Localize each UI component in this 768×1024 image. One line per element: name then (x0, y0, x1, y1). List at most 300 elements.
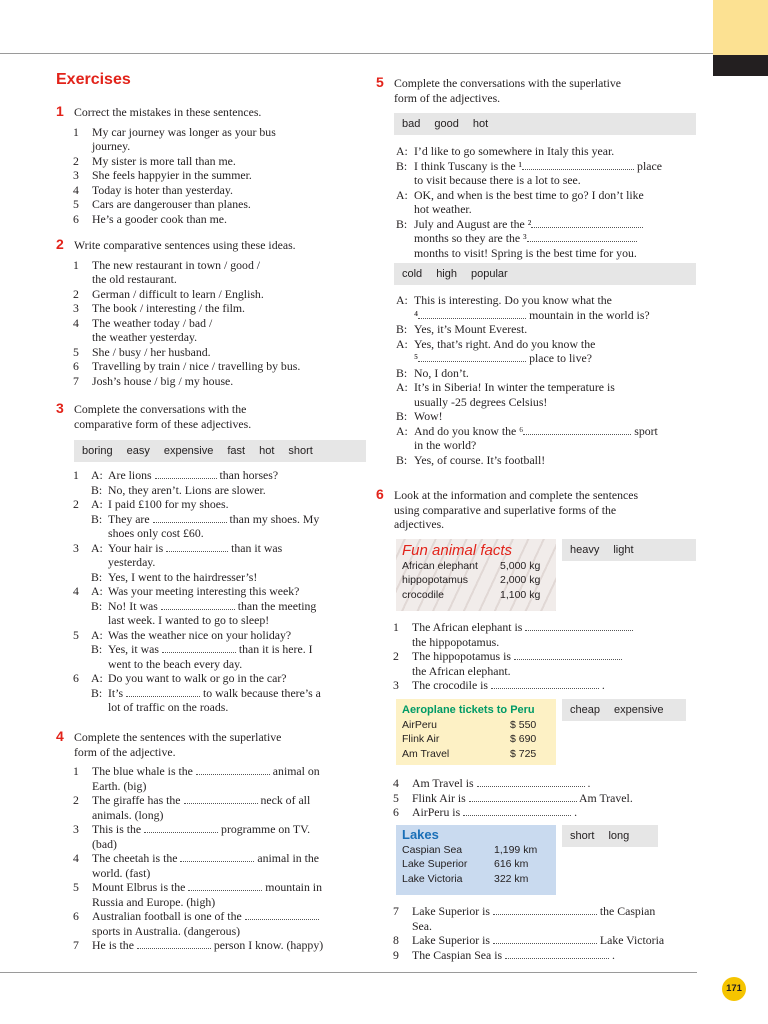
word-box (74, 440, 366, 462)
item-number: 4 (73, 584, 79, 598)
table-cell: Am Travel (402, 747, 450, 760)
item-text: neck of all (257, 793, 311, 807)
item-text: . (584, 776, 591, 790)
item-text: OK, and when is the best time to go? I don’t like (414, 187, 644, 202)
answer-blank (184, 794, 258, 804)
dialogue-line (56, 541, 366, 570)
answer-blank (418, 352, 526, 362)
item-text: I think Tuscany is the ¹ (414, 158, 523, 173)
speaker-label: A: (396, 293, 408, 307)
list-item (56, 125, 366, 154)
item-text: Am Travel. (576, 790, 633, 805)
answer-blank (196, 765, 270, 775)
item-number: 5 (73, 197, 79, 211)
plane-tickets-box (396, 699, 556, 765)
table-row (402, 747, 536, 762)
item-text: place (634, 158, 662, 173)
item-number: 6 (73, 909, 79, 923)
item-text: Lake Superior is (412, 904, 493, 918)
item-text: person I know. (happy) (210, 938, 324, 952)
item-text: animal on (269, 764, 320, 778)
item-number: 5 (73, 880, 79, 894)
list-item (56, 287, 366, 302)
answer-blank (155, 469, 217, 479)
list-item (56, 938, 366, 953)
list-item (376, 649, 696, 678)
word: boring (82, 445, 113, 457)
dialogue-line (396, 293, 696, 322)
word: cold (402, 268, 423, 280)
dialogue-line (56, 584, 366, 599)
item-text: And do you know the ⁶ (414, 423, 524, 438)
item-text: The blue whale is the (92, 764, 196, 778)
item-number: 9 (393, 947, 399, 962)
item-text: They are (108, 511, 150, 526)
item-text: No, I don’t. (414, 365, 469, 380)
word-box (562, 699, 686, 721)
item-text: mountain in (262, 880, 322, 894)
list-item (56, 183, 366, 198)
item-text: The giraffe has the (92, 793, 184, 807)
speaker-label: B: (396, 365, 408, 380)
item-text: No, they aren’t. Lions are slower. (108, 482, 266, 497)
answer-blank (126, 687, 200, 697)
dialogue-line (396, 366, 696, 381)
speaker-label: B: (396, 322, 408, 336)
speaker-label: A: (396, 423, 408, 438)
dialogue-line (56, 497, 366, 512)
list-item (56, 197, 366, 212)
item-number: 7 (73, 373, 79, 388)
item-text: Cars are dangerouser than planes. (92, 197, 251, 211)
exercise-number: 4 (56, 728, 64, 744)
dialogue-line (396, 424, 696, 453)
speaker-label: B: (396, 452, 408, 467)
dialogue-line (56, 628, 366, 643)
speaker-label: B: (91, 642, 103, 656)
item-number: 3 (73, 301, 79, 315)
item-text: months to visit! Spring is the best time for you. (414, 245, 637, 260)
speaker-label: A: (91, 584, 103, 598)
answer-blank (166, 542, 228, 552)
dialogue-line (396, 188, 696, 217)
item-text: The crocodile is (412, 678, 491, 692)
dialogue-line (56, 570, 366, 585)
exercise-instruction: form of the adjective. (74, 744, 176, 759)
table-cell: 322 km (494, 872, 529, 885)
corner-tab (713, 0, 768, 55)
item-text: Was the weather nice on your holiday? (108, 627, 292, 642)
item-text: This is interesting. Do you know what the (414, 293, 612, 307)
table-row (402, 718, 536, 733)
item-text: I’d like to go somewhere in Italy this year. (414, 144, 615, 158)
dialogue-line (56, 686, 366, 715)
list-item (56, 168, 366, 183)
list-item (56, 359, 366, 374)
list-item (376, 805, 696, 820)
item-text: last week. I wanted to go to sleep! (108, 613, 270, 627)
item-text: German / difficult to learn / English. (92, 286, 264, 301)
item-number: 5 (393, 790, 399, 805)
table-cell: 1,100 kg (500, 588, 541, 601)
item-text: usually -25 degrees Celsius! (414, 394, 548, 409)
word: short (570, 830, 595, 842)
item-number: 4 (73, 851, 79, 865)
item-text: Mount Elbrus is the (92, 880, 189, 894)
speaker-label: A: (396, 336, 408, 351)
exercise-instruction: using comparative and superlative forms of the (394, 502, 617, 517)
item-text: Flink Air is (412, 790, 469, 805)
exercise-6 (376, 488, 696, 532)
item-text: Do you want to walk or go in the car? (108, 671, 287, 685)
exercise-instruction: adjectives. (394, 517, 445, 531)
table-cell: Lake Victoria (402, 872, 463, 885)
exercise-items (376, 904, 696, 962)
answer-blank (477, 777, 585, 787)
item-text: Earth. (big) (92, 778, 147, 793)
item-number: 1 (393, 620, 399, 634)
word: hot (472, 118, 489, 130)
answer-blank (180, 852, 254, 862)
list-item (56, 851, 366, 880)
animal-facts-table (402, 559, 540, 603)
item-text: The Caspian Sea is (412, 947, 506, 962)
item-text: It’s (108, 685, 124, 700)
dialogue-line (396, 322, 696, 337)
exercise-items (376, 620, 696, 693)
item-text: shoes only cost £60. (108, 526, 204, 540)
speaker-label: A: (91, 468, 103, 482)
table-row (402, 559, 540, 574)
word: good (434, 118, 459, 130)
item-number: 6 (73, 211, 79, 226)
item-text: than it was (228, 540, 283, 555)
item-text: Russia and Europe. (high) (92, 894, 216, 909)
list-item (56, 301, 366, 316)
word: popular (470, 268, 508, 280)
item-text: journey. (92, 139, 131, 153)
list-item (376, 620, 696, 649)
item-text: ⁵ (414, 351, 419, 365)
item-number: 4 (393, 776, 399, 790)
plane-tickets-table (402, 718, 536, 762)
item-number: 3 (73, 822, 79, 836)
item-text: My car journey was longer as your bus (92, 124, 276, 139)
item-text: lot of traffic on the roads. (108, 700, 229, 714)
word: easy (126, 445, 150, 457)
word: fast (227, 445, 246, 457)
item-text: . (609, 947, 615, 962)
table-cell: 5,000 kg (500, 559, 541, 572)
speaker-label: A: (91, 671, 103, 685)
speaker-label: A: (396, 380, 408, 394)
table-cell: 1,199 km (494, 843, 538, 856)
answer-blank (527, 232, 637, 242)
item-number: 6 (393, 805, 399, 819)
item-text: (bad) (92, 836, 117, 851)
item-text: the hippopotamus. (412, 634, 500, 649)
item-text: Lake Victoria (596, 933, 665, 947)
list-item (56, 345, 366, 360)
speaker-label: B: (396, 216, 408, 231)
speaker-label: A: (91, 540, 103, 555)
item-text: hot weather. (414, 202, 472, 216)
speaker-label: A: (396, 187, 408, 202)
list-item (376, 948, 696, 963)
word: expensive (613, 704, 664, 716)
lakes-table (402, 843, 537, 887)
item-text: the African elephant. (412, 663, 511, 678)
item-text: months so they are the ³ (414, 231, 527, 245)
list-item (56, 154, 366, 169)
exercise-number: 1 (56, 103, 64, 119)
item-text: than it is here. I (235, 642, 313, 656)
item-text: world. (fast) (92, 865, 151, 880)
footer-rule (0, 972, 697, 973)
dialogue-line (56, 642, 366, 671)
answer-blank (469, 792, 577, 802)
item-text: animal in the (254, 851, 319, 865)
item-text: the Caspian (596, 904, 656, 918)
item-text: than the meeting (234, 598, 317, 613)
exercise-instruction: Write comparative sentences using these ideas. (74, 238, 296, 252)
list-item (376, 776, 696, 791)
exercise-2 (56, 238, 366, 388)
table-cell: $ 550 (510, 718, 537, 731)
item-text: No! It was (108, 598, 158, 613)
item-text: He’s a gooder cook than me. (92, 211, 227, 226)
item-text: My sister is more tall than me. (92, 153, 236, 168)
item-text: Yes, that’s right. And do you know the (414, 336, 596, 351)
dialogue-line (56, 512, 366, 541)
page-number: 171 (722, 977, 746, 1001)
item-number: 4 (73, 182, 79, 197)
table-cell: $ 690 (510, 733, 537, 745)
answer-blank (188, 881, 262, 891)
word: long (608, 830, 630, 842)
dialogue-line (396, 217, 696, 261)
table-row (402, 588, 540, 603)
item-text: the weather yesterday. (92, 330, 198, 344)
item-number: 7 (393, 904, 399, 918)
speaker-label: B: (91, 598, 103, 613)
item-number: 2 (73, 793, 79, 807)
dialogue-line (56, 468, 366, 483)
item-text: She feels happyier in the summer. (92, 168, 252, 182)
exercise-number: 3 (56, 400, 64, 416)
item-text: The hippopotamus is (412, 649, 514, 663)
word-box (394, 113, 696, 135)
answer-blank (525, 621, 633, 631)
item-number: 2 (73, 153, 79, 168)
item-number: 5 (73, 627, 79, 642)
answer-blank (493, 905, 597, 915)
exercise-number: 2 (56, 236, 64, 252)
item-text: I paid £100 for my shoes. (108, 497, 229, 511)
item-number: 1 (73, 124, 79, 139)
speaker-label: B: (91, 685, 103, 700)
table-cell: Caspian Sea (402, 843, 463, 856)
dialogue-line (396, 409, 696, 424)
item-text: Your hair is (108, 540, 164, 555)
speaker-label: B: (91, 482, 103, 497)
list-item (56, 880, 366, 909)
exercise-instruction: Look at the information and complete the sentences (394, 488, 639, 502)
exercise-instruction: comparative form of these adjectives. (74, 416, 252, 431)
item-text: . (571, 805, 578, 819)
table-cell: African elephant (402, 559, 478, 572)
table-row (402, 857, 537, 872)
item-text: Are lions (108, 468, 152, 482)
dialogue-line (396, 144, 696, 159)
exercise-instruction: Complete the conversations with the superlative (394, 76, 622, 90)
answer-blank (153, 513, 227, 523)
exercise-instruction: form of the adjectives. (394, 90, 501, 105)
item-text: mountain in the world is? (526, 307, 650, 322)
item-text: This is the (92, 822, 145, 836)
item-text: Australian football is one of the (92, 909, 245, 923)
table-cell: 2,000 kg (500, 574, 541, 586)
item-number: 1 (73, 468, 79, 482)
dialogue-line (396, 337, 696, 366)
conversation (376, 144, 696, 260)
word: hot (259, 445, 275, 457)
word: expensive (163, 445, 214, 457)
list-item (56, 374, 366, 389)
item-text: Was your meeting interesting this week? (108, 584, 300, 598)
item-number: 3 (73, 540, 79, 555)
item-text: sports in Australia. (dangerous) (92, 923, 241, 938)
list-item (376, 678, 696, 693)
answer-blank (523, 425, 631, 435)
exercise-1 (56, 105, 366, 226)
item-text: He is the (92, 938, 137, 952)
item-number: 3 (393, 678, 399, 692)
answer-blank (531, 218, 643, 228)
list-item (56, 258, 366, 287)
item-text: Yes, of course. It’s football! (414, 452, 546, 467)
item-number: 2 (73, 286, 79, 301)
dialogue-line (56, 483, 366, 498)
item-text: to visit because there is a lot to see. (414, 173, 581, 187)
speaker-label: A: (396, 144, 408, 158)
item-text: . (598, 678, 605, 692)
table-cell: hippopotamus (402, 574, 468, 586)
exercise-number: 5 (376, 74, 384, 90)
item-text: sport (631, 423, 658, 438)
answer-blank (463, 806, 571, 816)
item-text: Josh’s house / big / my house. (92, 373, 234, 388)
item-text: AirPeru is (412, 805, 464, 819)
conversation (376, 293, 696, 467)
exercise-items (56, 764, 366, 953)
table-row (402, 732, 536, 747)
item-number: 1 (73, 257, 79, 272)
dialogue-line (396, 159, 696, 188)
list-item (56, 909, 366, 938)
speaker-label: B: (396, 409, 408, 423)
item-number: 7 (73, 938, 79, 952)
item-text: July and August are the ² (414, 216, 532, 231)
table-row (402, 573, 540, 588)
word: heavy (570, 544, 600, 556)
exercise-number: 6 (376, 486, 384, 502)
animal-facts-title: Fun animal facts (402, 542, 513, 559)
item-text: The weather today / bad / (92, 315, 213, 330)
dialogue-line (396, 453, 696, 468)
item-text: The cheetah is the (92, 851, 181, 865)
answer-blank (245, 910, 319, 920)
lakes-title: Lakes (402, 827, 439, 842)
word: light (613, 544, 634, 556)
item-text: Yes, it was (108, 642, 159, 656)
word-box (562, 825, 658, 847)
item-text: Wow! (414, 409, 443, 423)
speaker-label: B: (396, 158, 408, 173)
list-item (376, 904, 696, 933)
exercise-instruction: Complete the sentences with the superlative (74, 730, 282, 744)
item-text: programme on TV. (218, 822, 311, 836)
corner-tab-band (713, 55, 768, 76)
item-text: than horses? (216, 468, 279, 482)
item-text: ⁴ (414, 307, 419, 322)
exercise-4 (56, 730, 366, 953)
table-cell: crocodile (402, 588, 445, 601)
table-cell: $ 725 (510, 747, 537, 760)
list-item (376, 933, 696, 948)
answer-blank (514, 650, 622, 660)
word-box (394, 263, 696, 285)
item-text: to walk because there’s a (200, 685, 321, 700)
speaker-label: B: (91, 569, 103, 584)
item-text: The book / interesting / the film. (92, 301, 246, 315)
list-item (56, 822, 366, 851)
list-item (56, 316, 366, 345)
table-cell: Flink Air (402, 733, 440, 745)
item-text: It’s in Siberia! In winter the temperature is (414, 380, 615, 394)
list-item (56, 793, 366, 822)
answer-blank (418, 309, 526, 319)
item-text: Yes, it’s Mount Everest. (414, 322, 528, 336)
list-item (376, 791, 696, 806)
animal-facts-box (396, 539, 556, 611)
word: high (436, 268, 457, 280)
word-box (562, 539, 696, 561)
exercise-3 (56, 402, 366, 715)
answer-blank (505, 949, 609, 959)
item-text: Sea. (412, 918, 432, 933)
exercise-items (376, 776, 696, 820)
speaker-label: B: (91, 511, 103, 526)
item-text: place to live? (526, 351, 592, 365)
answer-blank (522, 160, 634, 170)
answer-blank (161, 600, 235, 610)
item-text: went to the beach every day. (108, 656, 243, 671)
item-text: animals. (long) (92, 807, 164, 822)
answer-blank (137, 939, 211, 949)
item-text: than my shoes. My (226, 511, 320, 526)
word: cheap (570, 704, 600, 716)
exercise-items (56, 258, 366, 389)
list-item (56, 764, 366, 793)
item-text: Yes, I went to the hairdresser’s! (108, 569, 258, 584)
item-number: 5 (73, 344, 79, 359)
exercise-instruction: Complete the conversations with the (74, 402, 247, 416)
answer-blank (491, 679, 599, 689)
table-row (402, 872, 537, 887)
dialogue-line (56, 599, 366, 628)
item-number: 2 (393, 649, 399, 663)
